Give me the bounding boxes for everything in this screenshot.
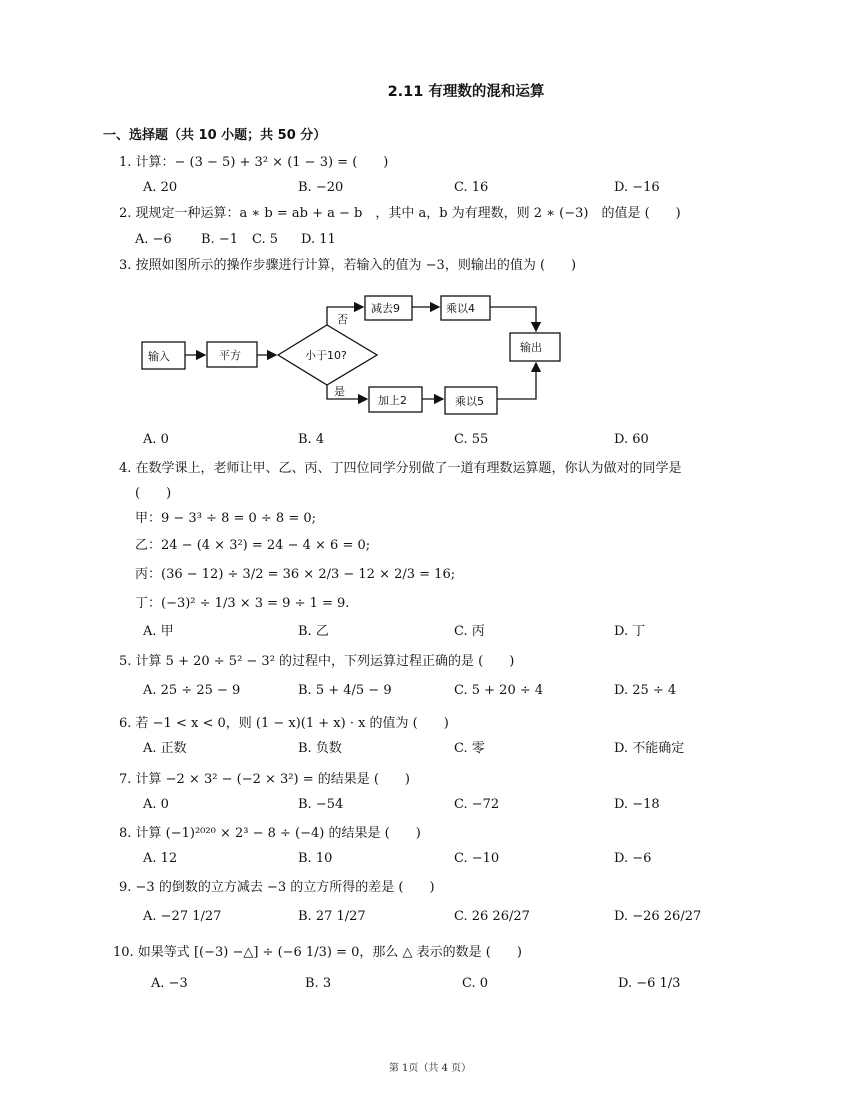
- q7-option-c[interactable]: C. −72: [454, 797, 500, 812]
- q9-option-d[interactable]: D. −26 26/27: [614, 909, 702, 924]
- q10-option-c[interactable]: C. 0: [462, 976, 489, 991]
- q9-option-b[interactable]: B. 27 1/27: [298, 909, 366, 924]
- flow-yes-label: 是: [334, 385, 345, 398]
- page-footer: 第 1页（共 4 页）: [388, 1063, 472, 1074]
- flow-sub9-label: 减去9: [371, 302, 400, 315]
- question-2-stem: 2. 现规定一种运算：a ∗ b = ab + a − b ，其中 a，b 为有理数，则 2 ∗ (−3) 的值是 ( ): [119, 206, 681, 221]
- q10-option-d[interactable]: D. −6 1/3: [618, 976, 681, 991]
- q4-option-c[interactable]: C. 丙: [454, 624, 485, 639]
- q2-option-b[interactable]: B. −1: [201, 232, 238, 247]
- q3-option-d[interactable]: D. 60: [614, 432, 649, 447]
- q1-option-b[interactable]: B. −20: [298, 180, 344, 195]
- q8-option-d[interactable]: D. −6: [614, 851, 652, 866]
- question-4-stem: 4. 在数学课上，老师让甲、乙、丙、丁四位同学分别做了一道有理数运算题，你认为做对的同学是: [119, 461, 682, 476]
- question-7-stem: 7. 计算 −2 × 3² − (−2 × 3²) = 的结果是 ( ): [119, 772, 411, 787]
- q1-option-c[interactable]: C. 16: [454, 180, 489, 195]
- q9-option-a[interactable]: A. −27 1/27: [143, 909, 222, 924]
- question-9-stem: 9. −3 的倒数的立方减去 −3 的立方所得的差是 ( ): [119, 880, 435, 895]
- q2-option-a[interactable]: A. −6: [135, 232, 172, 247]
- q6-option-d[interactable]: D. 不能确定: [614, 741, 685, 756]
- section-heading: 一、选择题（共 10 小题；共 50 分）: [103, 128, 327, 143]
- q7-option-d[interactable]: D. −18: [614, 797, 660, 812]
- q7-option-a[interactable]: A. 0: [143, 797, 169, 812]
- q10-option-b[interactable]: B. 3: [305, 976, 332, 991]
- q5-option-b[interactable]: B. 5 + 4/5 − 9: [298, 683, 392, 698]
- q4-option-d[interactable]: D. 丁: [614, 624, 646, 639]
- flow-decision-label: 小于10?: [305, 349, 347, 362]
- question-6-stem: 6. 若 −1 < x < 0，则 (1 − x)(1 + x) · x 的值为 ( ): [119, 716, 449, 731]
- question-8-stem: 8. 计算 (−1)²⁰²⁰ × 2³ − 8 ÷ (−4) 的结果是 ( ): [119, 826, 421, 841]
- q1-option-a[interactable]: A. 20: [143, 180, 178, 195]
- q6-option-c[interactable]: C. 零: [454, 741, 485, 756]
- question-3-stem: 3. 按照如图所示的操作步骤进行计算，若输入的值为 −3，则输出的值为 ( ): [119, 258, 577, 273]
- q6-option-a[interactable]: A. 正数: [143, 741, 187, 756]
- flow-square-label: 平方: [219, 349, 241, 362]
- q3-option-b[interactable]: B. 4: [298, 432, 325, 447]
- q9-option-c[interactable]: C. 26 26/27: [454, 909, 530, 924]
- q8-option-b[interactable]: B. 10: [298, 851, 333, 866]
- flow-mul4-label: 乘以4: [446, 302, 475, 315]
- q5-option-a[interactable]: A. 25 ÷ 25 − 9: [143, 683, 241, 698]
- q3-option-c[interactable]: C. 55: [454, 432, 489, 447]
- flow-input-label: 输入: [148, 350, 170, 363]
- flow-add2-label: 加上2: [378, 394, 407, 407]
- flow-mul5-label: 乘以5: [455, 395, 484, 408]
- q2-option-d[interactable]: D. 11: [301, 232, 336, 247]
- q7-option-b[interactable]: B. −54: [298, 797, 344, 812]
- q4-option-a[interactable]: A. 甲: [143, 624, 174, 639]
- question-5-stem: 5. 计算 5 + 20 ÷ 5² − 3² 的过程中，下列运算过程正确的是 ( ): [119, 654, 515, 669]
- flowchart: [130, 285, 580, 420]
- q4-work-yi: 乙：24 − (4 × 3²) = 24 − 4 × 6 = 0;: [135, 538, 371, 553]
- q5-option-d[interactable]: D. 25 ÷ 4: [614, 683, 677, 698]
- page-title: 2.11 有理数的混和运算: [387, 84, 545, 100]
- q4-work-bing: 丙：(36 − 12) ÷ 3/2 = 36 × 2/3 − 12 × 2/3 = 16;: [135, 567, 456, 582]
- q2-option-c[interactable]: C. 5: [252, 232, 279, 247]
- question-4-stem-cont: ( ): [135, 486, 172, 501]
- q4-option-b[interactable]: B. 乙: [298, 624, 329, 639]
- q10-option-a[interactable]: A. −3: [151, 976, 188, 991]
- q8-option-a[interactable]: A. 12: [143, 851, 178, 866]
- q1-option-d[interactable]: D. −16: [614, 180, 660, 195]
- flow-no-label: 否: [337, 313, 348, 326]
- flow-output-label: 输出: [520, 341, 542, 354]
- q5-option-c[interactable]: C. 5 + 20 ÷ 4: [454, 683, 544, 698]
- q6-option-b[interactable]: B. 负数: [298, 741, 342, 756]
- q8-option-c[interactable]: C. −10: [454, 851, 500, 866]
- q3-option-a[interactable]: A. 0: [143, 432, 169, 447]
- question-1-stem: 1. 计算：− (3 − 5) + 3² × (1 − 3) = ( ): [119, 155, 389, 170]
- question-10-stem: 10. 如果等式 [(−3) −△] ÷ (−6 1/3) = 0，那么 △ 表示的数是 ( ): [113, 945, 522, 960]
- q4-work-ding: 丁：(−3)² ÷ 1/3 × 3 = 9 ÷ 1 = 9.: [135, 596, 350, 611]
- q4-work-jia: 甲：9 − 3³ ÷ 8 = 0 ÷ 8 = 0;: [135, 511, 317, 526]
